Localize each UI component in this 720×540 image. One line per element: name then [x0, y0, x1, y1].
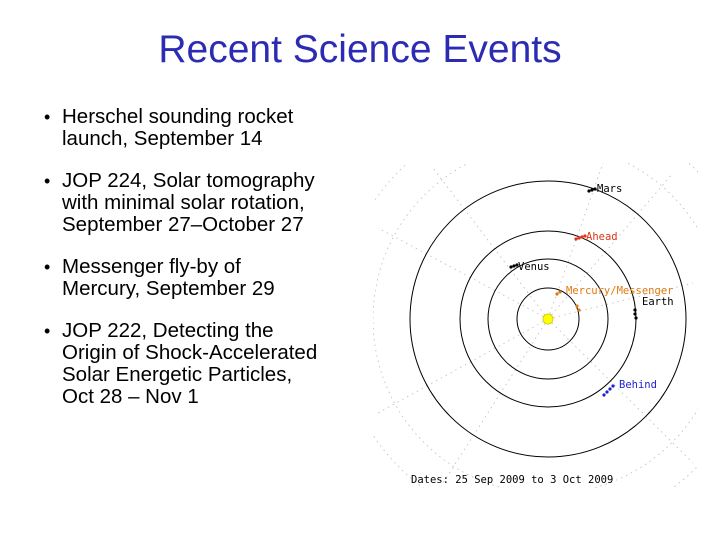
bullet-line: JOP 224, Solar tomography	[62, 169, 315, 192]
sun	[543, 314, 553, 324]
orbit-svg	[373, 163, 698, 488]
bullet-line: launch, September 14	[62, 127, 263, 150]
diagram-background	[373, 163, 698, 488]
earth-label: Earth	[642, 296, 674, 308]
bullet-jop224	[44, 170, 374, 236]
slide-title: Recent Science Events	[158, 28, 562, 71]
orbit-diagram	[373, 163, 698, 488]
bullet-line: Oct 28 – Nov 1	[62, 385, 199, 408]
bullet-line: JOP 222, Detecting the	[62, 319, 274, 342]
bullet-messenger	[44, 256, 374, 300]
dates-label: Dates: 25 Sep 2009 to 3 Oct 2009	[411, 474, 614, 486]
mercury-messenger-label: Mercury/Messenger	[566, 285, 674, 297]
bullet-line: Herschel sounding rocket	[62, 105, 294, 128]
bullet-list	[44, 106, 374, 428]
bullet-herschel	[44, 106, 374, 150]
bullet-line: Mercury, September 29	[62, 277, 275, 300]
behind-label: Behind	[619, 379, 657, 391]
venus-label: Venus	[518, 261, 550, 273]
mars-label: Mars	[597, 183, 623, 195]
bullet-line: Messenger fly-by of	[62, 255, 241, 278]
ahead-label: Ahead	[586, 231, 618, 243]
bullet-line: September 27–October 27	[62, 213, 304, 236]
bullet-jop222	[44, 320, 374, 408]
bullet-line: with minimal solar rotation,	[62, 191, 305, 214]
bullet-line: Solar Energetic Particles,	[62, 363, 293, 386]
bullet-line: Origin of Shock-Accelerated	[62, 341, 318, 364]
